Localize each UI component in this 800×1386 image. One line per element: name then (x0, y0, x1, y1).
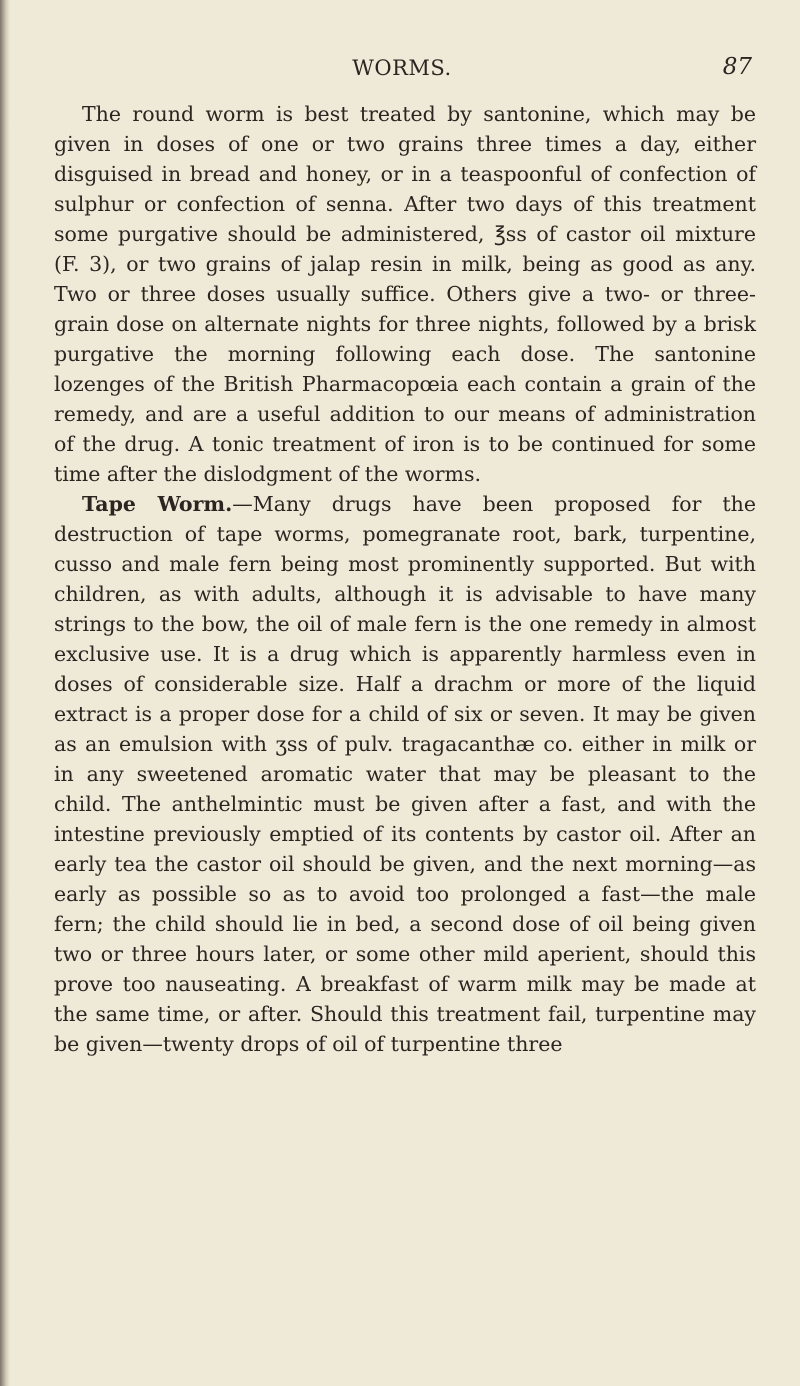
running-head (52, 56, 752, 86)
page-binding-shadow (0, 0, 10, 1386)
body-text (54, 99, 756, 1059)
page-number: 87 (722, 54, 752, 80)
tape-worm-text: —Many drugs have been proposed for the destruction of tape worms, pomegranate root, bark, turpentine, cusso and male fern being most prominently supported. But with children, as with adults, although it is advisable to have many strings to the bow, the oil of male fern is the one remedy in almost exclusive use. It is a drug which is apparently harmless even in doses of considerable size. Half a drachm or more of the liquid extract is a proper dose for a child of six or seven. It may be given as an emulsion with ʒss of pulv. tragacanthæ co. either in milk or in any sweetened aromatic water that may be pleasant to the child. The anthelmintic must be given after a fast, and with the intestine previously emptied of its contents by castor oil. After an early tea the castor oil should be given, and the next morning—as early as possible so as to avoid too prolonged a fast—the male fern; the child should lie in bed, a second dose of oil being given two or three hours later, or some other mild aperient, should this prove too nauseating. A breakfast of warm milk may be made at the same time, or after. Should this treatment fail, turpentine may be given—twenty drops of oil of turpentine three (54, 492, 756, 1056)
paragraph-tape-worm (54, 489, 756, 1059)
paragraph-round-worm: The round worm is best treated by santonine, which may be given in doses of one or two grains three times a day, either disguised in bread and honey, or in a teaspoonful of confection of sulphur or confection of senna. After two days of this treatment some purgative should be administered, ℥ss of castor oil mixture (F. 3), or two grains of jalap resin in milk, being as good as any. Two or three doses usually suffice. Others give a two- or three-grain dose on alternate nights for three nights, followed by a brisk purgative the morning following each dose. The santonine lozenges of the British Pharmacopœia each contain a grain of the remedy, and are a useful addition to our means of administration of the drug. A tonic treatment of iron is to be continued for some time after the dislodgment of the worms. (54, 102, 756, 486)
section-heading-tape-worm: Tape Worm. (82, 492, 233, 516)
running-title: WORMS. (352, 56, 452, 80)
